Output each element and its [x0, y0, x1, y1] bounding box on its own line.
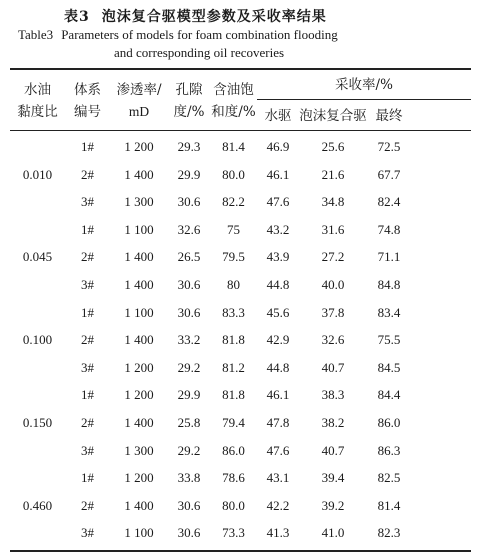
header-permeability-line1: 渗透率/: [116, 82, 162, 98]
header-system-no-line1: 体系: [74, 82, 101, 98]
cell-system-no: 3#: [81, 359, 94, 375]
cell-oil-saturation: 73.3: [222, 525, 245, 541]
header-recovery-foam: 泡沫复合驱: [299, 108, 367, 124]
table-row: [0, 409, 481, 436]
cell-recovery-foam: 41.0: [321, 525, 345, 541]
cell-recovery-final: 74.8: [377, 221, 401, 237]
cell-recovery-final: 83.4: [377, 304, 401, 320]
table-row: [0, 133, 481, 160]
cell-system-no: 2#: [81, 497, 94, 513]
cell-permeability: 1 100: [124, 304, 154, 320]
cell-system-no: 1#: [81, 387, 94, 403]
table-row: [0, 188, 481, 215]
cell-oil-saturation: 80: [227, 277, 240, 292]
cell-permeability: 1 400: [124, 332, 154, 348]
cell-viscosity-ratio: 0.100: [22, 332, 53, 348]
table-row: [0, 299, 481, 326]
cell-recovery-foam: 40.7: [321, 359, 345, 375]
cell-oil-saturation: 83.3: [222, 304, 245, 320]
cell-recovery-foam: 32.6: [321, 332, 345, 348]
cell-recovery-water: 43.1: [266, 470, 290, 486]
cell-oil-saturation: 80.0: [222, 497, 245, 513]
table-row: [0, 326, 481, 353]
caption-zh-label: 表3: [64, 9, 90, 25]
cell-porosity: 25.8: [177, 415, 201, 430]
cell-system-no: 2#: [81, 249, 94, 265]
cell-oil-saturation: 78.6: [222, 470, 245, 486]
header-oil-saturation-line1: 含油饱: [213, 82, 254, 98]
cell-system-no: 3#: [81, 525, 94, 541]
cell-oil-saturation: 81.2: [222, 359, 245, 375]
cell-viscosity-ratio: 0.150: [22, 415, 53, 430]
cell-oil-saturation: 79.5: [222, 249, 245, 265]
cell-porosity: 30.6: [177, 194, 201, 210]
cell-recovery-water: 44.8: [266, 359, 290, 375]
cell-recovery-final: 84.4: [377, 387, 401, 403]
cell-recovery-water: 43.2: [266, 221, 290, 237]
cell-recovery-water: 46.1: [266, 387, 290, 403]
cell-porosity: 30.6: [177, 497, 201, 513]
cell-permeability: 1 400: [124, 249, 154, 265]
cell-permeability: 1 400: [124, 277, 154, 292]
cell-oil-saturation: 82.2: [222, 194, 245, 210]
cell-recovery-final: 67.7: [377, 166, 401, 182]
cell-recovery-foam: 39.2: [321, 497, 345, 513]
cell-recovery-final: 72.5: [377, 139, 401, 154]
recovery-group-rule: [257, 99, 471, 100]
cell-permeability: 1 200: [124, 387, 154, 403]
cell-permeability: 1 200: [124, 139, 154, 154]
table-row: [0, 492, 481, 519]
cell-recovery-foam: 37.8: [321, 304, 345, 320]
cell-permeability: 1 200: [124, 470, 154, 486]
cell-viscosity-ratio: 0.045: [22, 249, 53, 265]
cell-recovery-final: 84.5: [377, 359, 401, 375]
header-porosity-line1: 孔隙: [175, 82, 203, 98]
table-row: [0, 437, 481, 464]
cell-recovery-water: 43.9: [266, 249, 290, 265]
table-row: [0, 354, 481, 381]
cell-system-no: 3#: [81, 194, 94, 210]
cell-recovery-final: 82.3: [377, 525, 401, 541]
cell-porosity: 30.6: [177, 525, 201, 541]
header-viscosity-ratio-line1: 水油: [24, 82, 51, 98]
cell-permeability: 1 400: [124, 415, 154, 430]
cell-porosity: 29.3: [177, 139, 201, 154]
cell-recovery-foam: 40.7: [321, 442, 345, 458]
cell-recovery-final: 86.0: [377, 415, 401, 430]
cell-recovery-foam: 25.6: [321, 139, 345, 154]
cell-viscosity-ratio: 0.460: [22, 497, 53, 513]
caption-zh-title: 泡沫复合驱模型参数及采收率结果: [101, 9, 327, 25]
cell-recovery-final: 86.3: [377, 442, 401, 458]
cell-recovery-foam: 27.2: [321, 249, 345, 265]
cell-recovery-foam: 34.8: [321, 194, 345, 210]
cell-system-no: 2#: [81, 415, 94, 430]
table-row: [0, 243, 481, 270]
cell-system-no: 2#: [81, 332, 94, 348]
cell-porosity: 32.6: [177, 221, 201, 237]
cell-recovery-water: 42.9: [266, 332, 290, 348]
cell-recovery-water: 41.3: [266, 525, 290, 541]
caption-chinese: [64, 6, 327, 26]
cell-recovery-foam: 40.0: [321, 277, 345, 292]
cell-recovery-final: 75.5: [377, 332, 401, 348]
cell-recovery-water: 46.1: [266, 166, 290, 182]
cell-recovery-water: 47.6: [266, 194, 290, 210]
cell-oil-saturation: 81.8: [222, 332, 245, 348]
header-viscosity-ratio-line2: 黏度比: [17, 104, 58, 120]
cell-recovery-water: 47.6: [266, 442, 290, 458]
cell-system-no: 1#: [81, 304, 94, 320]
cell-porosity: 30.6: [177, 277, 201, 292]
table-row: [0, 216, 481, 243]
cell-porosity: 29.9: [177, 166, 201, 182]
cell-recovery-water: 44.8: [266, 277, 290, 292]
cell-recovery-foam: 38.3: [321, 387, 345, 403]
table-row: [0, 271, 481, 298]
cell-porosity: 29.2: [177, 359, 201, 375]
cell-system-no: 3#: [81, 277, 94, 292]
cell-oil-saturation: 86.0: [222, 442, 245, 458]
cell-porosity: 29.2: [177, 442, 201, 458]
header-recovery-water: 水驱: [264, 108, 292, 124]
cell-system-no: 1#: [81, 139, 94, 154]
header-recovery-final: 最终: [375, 108, 403, 124]
cell-recovery-final: 84.8: [377, 277, 401, 292]
cell-permeability: 1 400: [124, 166, 154, 182]
cell-permeability: 1 300: [124, 194, 154, 210]
cell-permeability: 1 300: [124, 442, 154, 458]
caption-en-label: Table3: [18, 27, 54, 42]
cell-recovery-foam: 21.6: [321, 166, 345, 182]
cell-permeability: 1 100: [124, 525, 154, 541]
cell-recovery-foam: 38.2: [321, 415, 345, 430]
cell-porosity: 30.6: [177, 304, 201, 320]
cell-oil-saturation: 81.8: [222, 387, 245, 403]
cell-recovery-water: 47.8: [266, 415, 290, 430]
cell-oil-saturation: 81.4: [222, 139, 245, 154]
cell-viscosity-ratio: 0.010: [22, 166, 53, 182]
cell-oil-saturation: 80.0: [222, 166, 245, 182]
header-porosity-line2: 度/%: [173, 104, 205, 120]
table-row: [0, 161, 481, 188]
caption-english-line1: [18, 27, 338, 43]
cell-porosity: 29.9: [177, 387, 201, 403]
cell-porosity: 33.2: [177, 332, 201, 348]
cell-recovery-foam: 31.6: [321, 221, 345, 237]
cell-recovery-water: 46.9: [266, 139, 290, 154]
cell-recovery-final: 82.5: [377, 470, 401, 486]
cell-permeability: 1 100: [124, 221, 154, 237]
cell-porosity: 33.8: [177, 470, 201, 486]
caption-en-title-line1: Parameters of models for foam combination flooding: [61, 27, 338, 42]
caption-english-line2: and corresponding oil recoveries: [114, 45, 285, 60]
header-recovery-group: 采收率/%: [335, 77, 393, 93]
table-header-rule: [10, 130, 471, 131]
cell-system-no: 1#: [81, 221, 94, 237]
header-oil-saturation-line2: 和度/%: [211, 104, 256, 120]
cell-system-no: 1#: [81, 470, 94, 486]
table-row: [0, 519, 481, 546]
cell-recovery-water: 45.6: [266, 304, 290, 320]
cell-system-no: 3#: [81, 442, 94, 458]
cell-recovery-water: 42.2: [266, 497, 290, 513]
cell-porosity: 26.5: [177, 249, 201, 265]
cell-oil-saturation: 79.4: [222, 415, 245, 430]
cell-oil-saturation: 75: [227, 221, 240, 237]
header-permeability-line2: mD: [128, 104, 150, 119]
table-row: [0, 464, 481, 491]
cell-recovery-final: 82.4: [377, 194, 401, 210]
cell-permeability: 1 400: [124, 497, 154, 513]
cell-recovery-foam: 39.4: [321, 470, 345, 486]
cell-recovery-final: 71.1: [377, 249, 401, 265]
header-system-no-line2: 编号: [74, 104, 101, 120]
cell-permeability: 1 200: [124, 359, 154, 375]
table-top-rule: [10, 68, 471, 70]
cell-system-no: 2#: [81, 166, 94, 182]
table-row: [0, 381, 481, 408]
cell-recovery-final: 81.4: [377, 497, 401, 513]
